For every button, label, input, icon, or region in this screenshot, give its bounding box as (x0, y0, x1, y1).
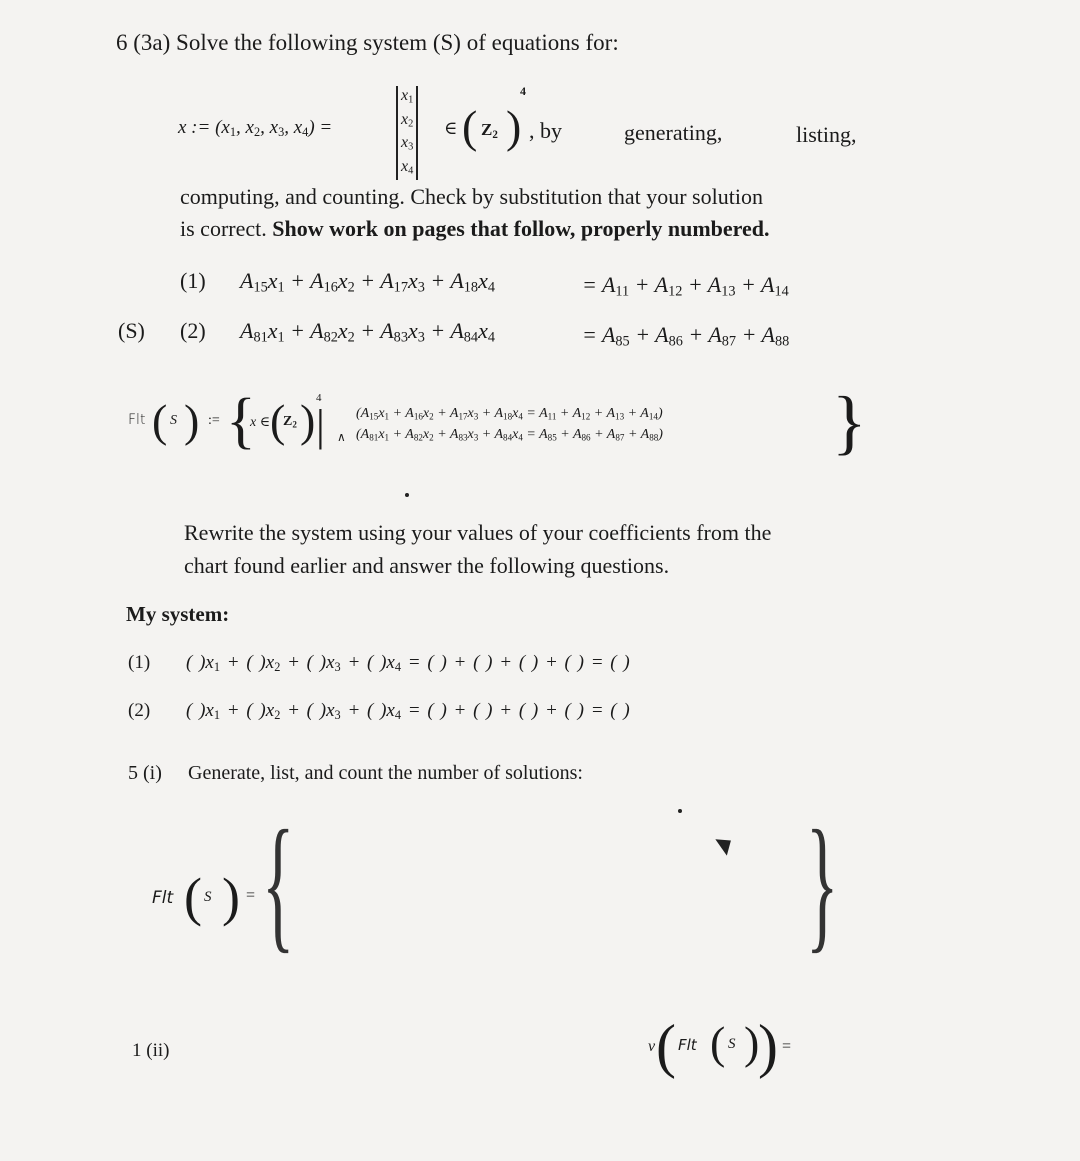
flt-condition-2: $(A_{81}x_1 + A_{82}x_2 + A_{83}x_3 + A_{84}x_4 = A_{85} + A_{86} + A_{87} + A_{88})$ (356, 427, 663, 443)
part-ii-eq: = (782, 1038, 792, 1055)
equation-2-number: (2) (180, 318, 206, 343)
my-system-heading: My system: (126, 602, 230, 626)
flt-z2: $Z_2$ (283, 414, 297, 430)
z2-symbol: $Z_2$ (481, 120, 498, 141)
part-ii-outer-left-paren: ( (656, 1013, 676, 1079)
flt-condition-1: $(A_{15}x_1 + A_{16}x_2 + A_{17}x_3 + A_{18}x_4 = A_{11} + A_{12} + A_{13} + A_{14})$ (356, 406, 663, 422)
instruction-line-3 (180, 216, 770, 242)
system-label: (S) (118, 318, 145, 343)
generating-text: generating, (624, 120, 723, 145)
matrix-entry: $x_1$ (401, 87, 414, 106)
part-i-eq: = (246, 887, 256, 904)
my-eq-1: ( )$x_1$ + ( )$x_2$ + ( )$x_3$ + ( )$x_4$ = ( ) + ( ) + ( ) + ( ) = ( ) (186, 652, 630, 675)
part-ii-s: S (728, 1036, 736, 1052)
x-definition: x := ($x_1$, $x_2$, $x_3$, $x_4$) = (178, 117, 333, 140)
left-paren: ( (462, 101, 478, 152)
instruction-correct: is correct. (180, 216, 267, 241)
set-close-brace: } (832, 382, 867, 462)
mouse-cursor-icon (715, 832, 736, 855)
part-i-right-paren: ) (222, 867, 240, 927)
element-of-symbol: ∈ (444, 118, 458, 138)
flt-x-in: x ∈ (250, 415, 271, 430)
part-i-flt-label: Flt (152, 888, 174, 908)
listing-text: listing, (796, 122, 857, 147)
part-ii-flt-label: Flt (678, 1036, 697, 1054)
flt-left-paren: ( (152, 395, 168, 446)
equation-1-number: (1) (180, 268, 206, 293)
column-vector (396, 86, 418, 180)
instruction-show-work: Show work on pages that follow, properly numbered. (272, 216, 770, 241)
part-i-text: Generate, list, and count the number of solutions: (188, 762, 583, 784)
equation-1-lhs: $A_{15}x_1 + A_{16}x_2 + A_{17}x_3 + A_{18}x_4$ (240, 268, 495, 296)
flt-assign: := (208, 413, 220, 428)
solution-open-brace: { (262, 800, 295, 966)
part-ii-outer-right-paren: ) (758, 1013, 778, 1079)
flt-exponent: 4 (316, 392, 322, 404)
rewrite-line-1: Rewrite the system using your values of your coefficients from the (184, 520, 772, 545)
equation-2-lhs: $A_{81}x_1 + A_{82}x_2 + A_{83}x_3 + A_{84}x_4$ (240, 318, 495, 346)
equation-1-rhs: = $A_{11} + A_{12} + A_{13} + A_{14}$ (582, 272, 789, 300)
flt-z-left-paren: ( (270, 395, 286, 446)
equation-2-rhs: = $A_{85} + A_{86} + A_{87} + A_{88}$ (582, 322, 790, 350)
flt-right-paren: ) (184, 395, 200, 446)
matrix-entry: $x_4$ (401, 157, 414, 177)
and-symbol: ∧ (337, 430, 346, 444)
stray-dot (405, 493, 409, 497)
by-text: , by (529, 118, 562, 143)
part-ii-inner-left-paren: ( (710, 1017, 726, 1068)
part-ii-label: 1 (ii) (132, 1040, 170, 1061)
flt-label: Flt (128, 412, 146, 428)
matrix-entry: $x_2$ (401, 110, 414, 130)
flt-z-right-paren: ) (300, 395, 316, 446)
my-eq-2: ( )$x_1$ + ( )$x_2$ + ( )$x_3$ + ( )$x_4$ = ( ) + ( ) + ( ) + ( ) = ( ) (186, 700, 630, 723)
part-i-left-paren: ( (184, 867, 202, 927)
my-eq-1-number: (1) (128, 652, 151, 673)
set-open-brace: { (226, 387, 256, 455)
instruction-line-2: computing, and counting. Check by substitution that your solution (180, 184, 763, 209)
problem-title: 6 (3a) Solve the following system (S) of equations for: (116, 30, 619, 55)
part-ii-inner-right-paren: ) (744, 1017, 760, 1068)
matrix-entry: $x_3$ (401, 134, 414, 153)
exponent: 4 (520, 84, 526, 98)
rewrite-line-2: chart found earlier and answer the following questions. (184, 553, 670, 578)
stray-dot-2 (678, 809, 682, 813)
part-i-label: 5 (i) (128, 762, 162, 784)
part-ii-nu: v (648, 1038, 656, 1055)
part-i-s: S (204, 889, 212, 905)
right-paren: ) (506, 101, 522, 152)
solution-close-brace: } (806, 800, 839, 966)
flt-s: S (170, 413, 177, 428)
such-that-bar: | (316, 401, 325, 450)
my-eq-2-number: (2) (128, 700, 151, 721)
